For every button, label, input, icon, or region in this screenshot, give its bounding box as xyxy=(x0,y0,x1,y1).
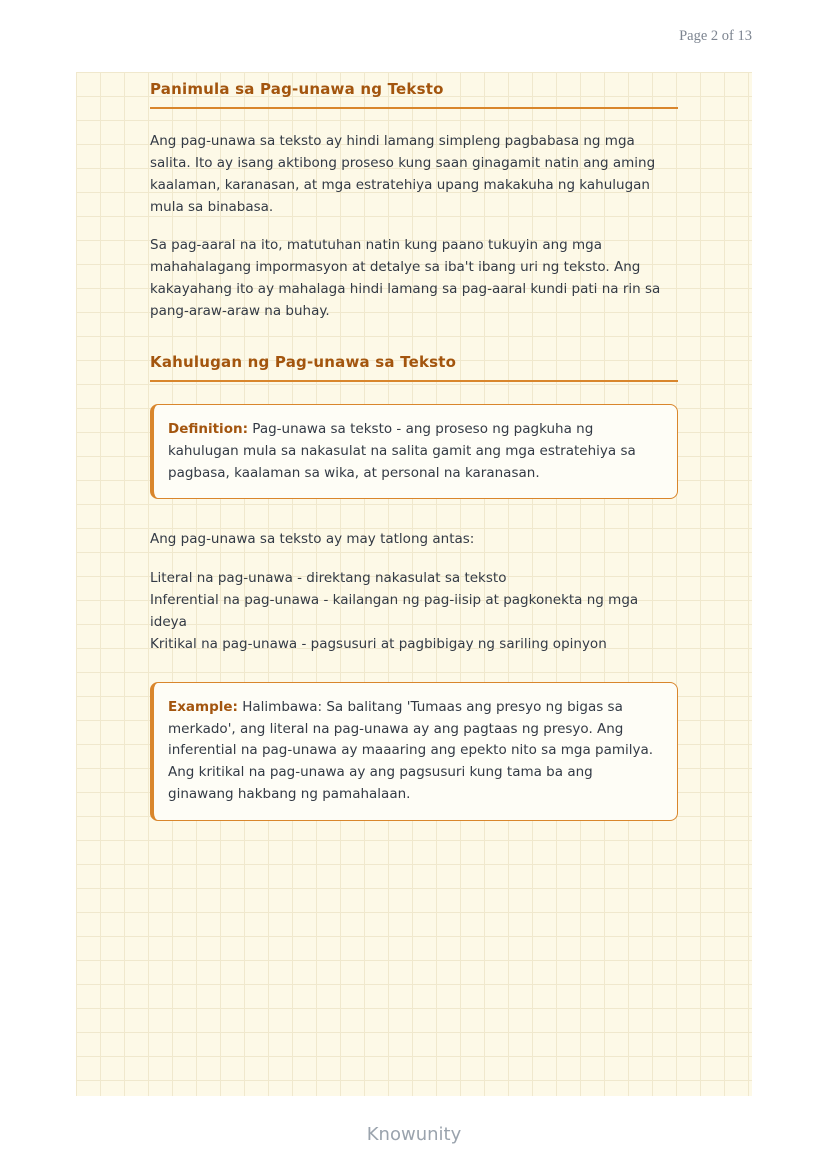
definition-label: Definition: xyxy=(168,420,248,437)
paragraph: Ang pag-unawa sa teksto ay hindi lamang simpleng pagbabasa ng mga salita. Ito ay isang aktibong proseso kung saan ginagamit natin ang aming kaalaman, karanasan, at mga estratehiya upang makakuha ng kahulugan mula sa binabasa. xyxy=(150,133,656,215)
footer-brand: Knowunity xyxy=(366,1124,462,1145)
definition-box xyxy=(150,404,678,500)
antas-intro: Ang pag-unawa sa teksto ay may tatlong antas: xyxy=(150,531,475,548)
example-label: Example: xyxy=(168,698,238,715)
antas-list xyxy=(150,568,678,655)
definition-paragraph xyxy=(168,419,659,485)
list-item: Literal na pag-unawa - direktang nakasulat sa teksto xyxy=(150,570,507,587)
list-item: Kritikal na pag-unawa - pagsusuri at pagbibigay ng sariling opinyon xyxy=(150,635,607,652)
list-item: Inferential na pag-unawa - kailangan ng pag-iisip at pagkonekta ng mga ideya xyxy=(150,592,639,631)
example-text: Halimbawa: Sa balitang 'Tumaas ang presyo ng bigas sa merkado', ang literal na pag-unawa ay ang pagtaas ng presyo. Ang inferential na pag-unawa ay maaaring ang epekto nito sa mga pamilya. Ang kritikal na pag-unawa ay ang pagsusuri kung tama ba ang ginawang hakbang ng pamahalaan. xyxy=(168,698,654,803)
example-paragraph xyxy=(168,697,659,806)
paragraph: Sa pag-aaral na ito, matutuhan natin kung paano tukuyin ang mga mahahalagang impormasyon at detalye sa iba't ibang uri ng teksto. Ang kakayahang ito ay mahalaga hindi lamang sa pag-aaral kundi pati na rin sa pang-araw-araw na buhay. xyxy=(150,237,661,320)
definition-text: Pag-unawa sa teksto - ang proseso ng pagkuha ng kahulugan mula sa nakasulat na salita gamit ang mga estratehiya sa pagbasa, kaalaman sa wika, at personal na karanasan. xyxy=(168,420,636,481)
page-indicator: Page 2 of 13 xyxy=(679,28,752,44)
section-heading-panimula: Panimula sa Pag-unawa ng Teksto xyxy=(150,80,678,109)
section-heading-kahulugan: Kahulugan ng Pag-unawa sa Teksto xyxy=(150,353,678,382)
document-page xyxy=(76,72,752,1096)
example-box xyxy=(150,682,678,821)
